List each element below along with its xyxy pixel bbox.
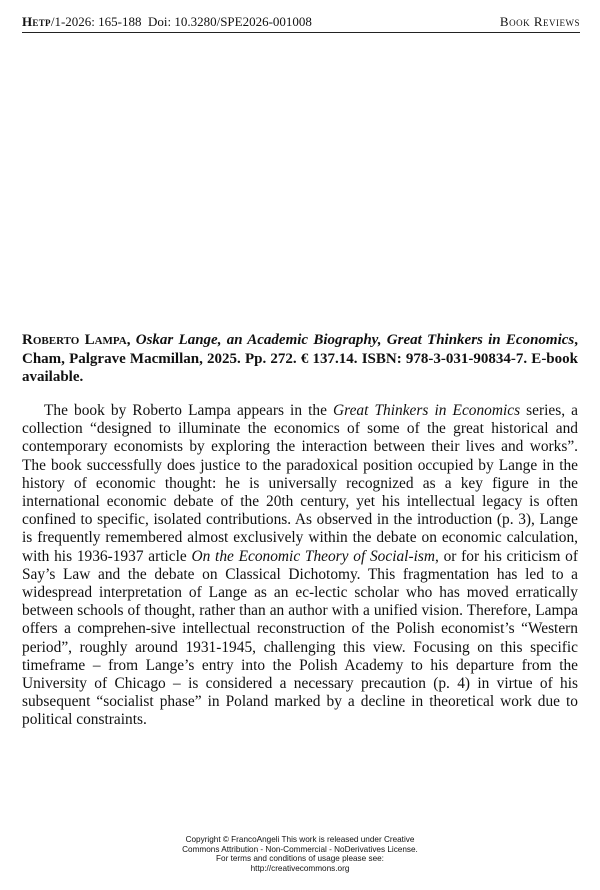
running-header — [22, 14, 580, 33]
body-text-2: series, a collection “designed to illuminate the economics of some of the great historical and contemporary economists by exploring the interaction between their lives and works”. The book successfully does justice to the paradoxical position occupied by Lange in the history of economic thought: he is universally recognized as a key figure in the international economic debate of the 20th century, yet his intellectual legacy is often confined to specific, isolated contributions. As observed in the introduction (p. 3), Lange is frequently remembered almost exclusively within the debate on economic calculation, with his 1936-1937 article — [22, 402, 579, 565]
copyright-footer — [100, 835, 500, 873]
series-name: Great Thinkers in Economics — [333, 402, 521, 419]
journal-reference — [22, 14, 312, 30]
license-link[interactable]: http://creativecommons.org — [250, 863, 350, 873]
review-author: Roberto Lampa, — [22, 332, 131, 348]
section-title: Book Reviews — [499, 14, 580, 29]
body-text-3: , or for his criticism of Say’s Law and the debate on Classical Dichotomy. This fragmentation has led to a widespread interpretation of Lange as an ec-lectic scholar who has moved erratically between schools of thought, rather than an author with a unified vision. Therefore, Lampa offers a comprehen-sive intellectual reconstruction of the Polish economist’s “Western period”, roughly around 1931-1945, challenging this view. Focusing on this specific timeframe – from Lange’s entry into the Polish Academy to his departure from the University of Chicago – is considered a necessary precaution (p. 4) in virtue of his subsequent “socialist phase” in Poland marked by a decline in theoretical work due to political constraints. — [22, 547, 578, 729]
copyright-line-1: Copyright © FrancoAngeli This work is released under Creative — [185, 835, 415, 844]
body-text-1: The book by Roberto Lampa appears in the — [44, 402, 334, 419]
issue-pages: /1-2026: 165-188 — [50, 14, 142, 29]
book-citation — [22, 331, 578, 387]
copyright-line-3: For terms and conditions of usage please see: — [216, 854, 384, 864]
publication-details: , Cham, Palgrave Macmillan, 2025. Pp. 272. € 137.14. ISBN: 978-3-031-90834-7. E-book available. — [22, 332, 578, 385]
book-title: Oskar Lange, an Academic Biography, Great Thinkers in Economics — [135, 332, 575, 348]
review-body — [22, 402, 578, 730]
doi[interactable]: Doi: 10.3280/SPE2026-001008 — [147, 14, 312, 29]
copyright-line-2: Commons Attribution - Non-Commercial - NoDerivatives License. — [182, 844, 418, 854]
journal-name: Hetp — [22, 14, 51, 29]
article-title: On the Economic Theory of Social-ism — [191, 547, 435, 565]
